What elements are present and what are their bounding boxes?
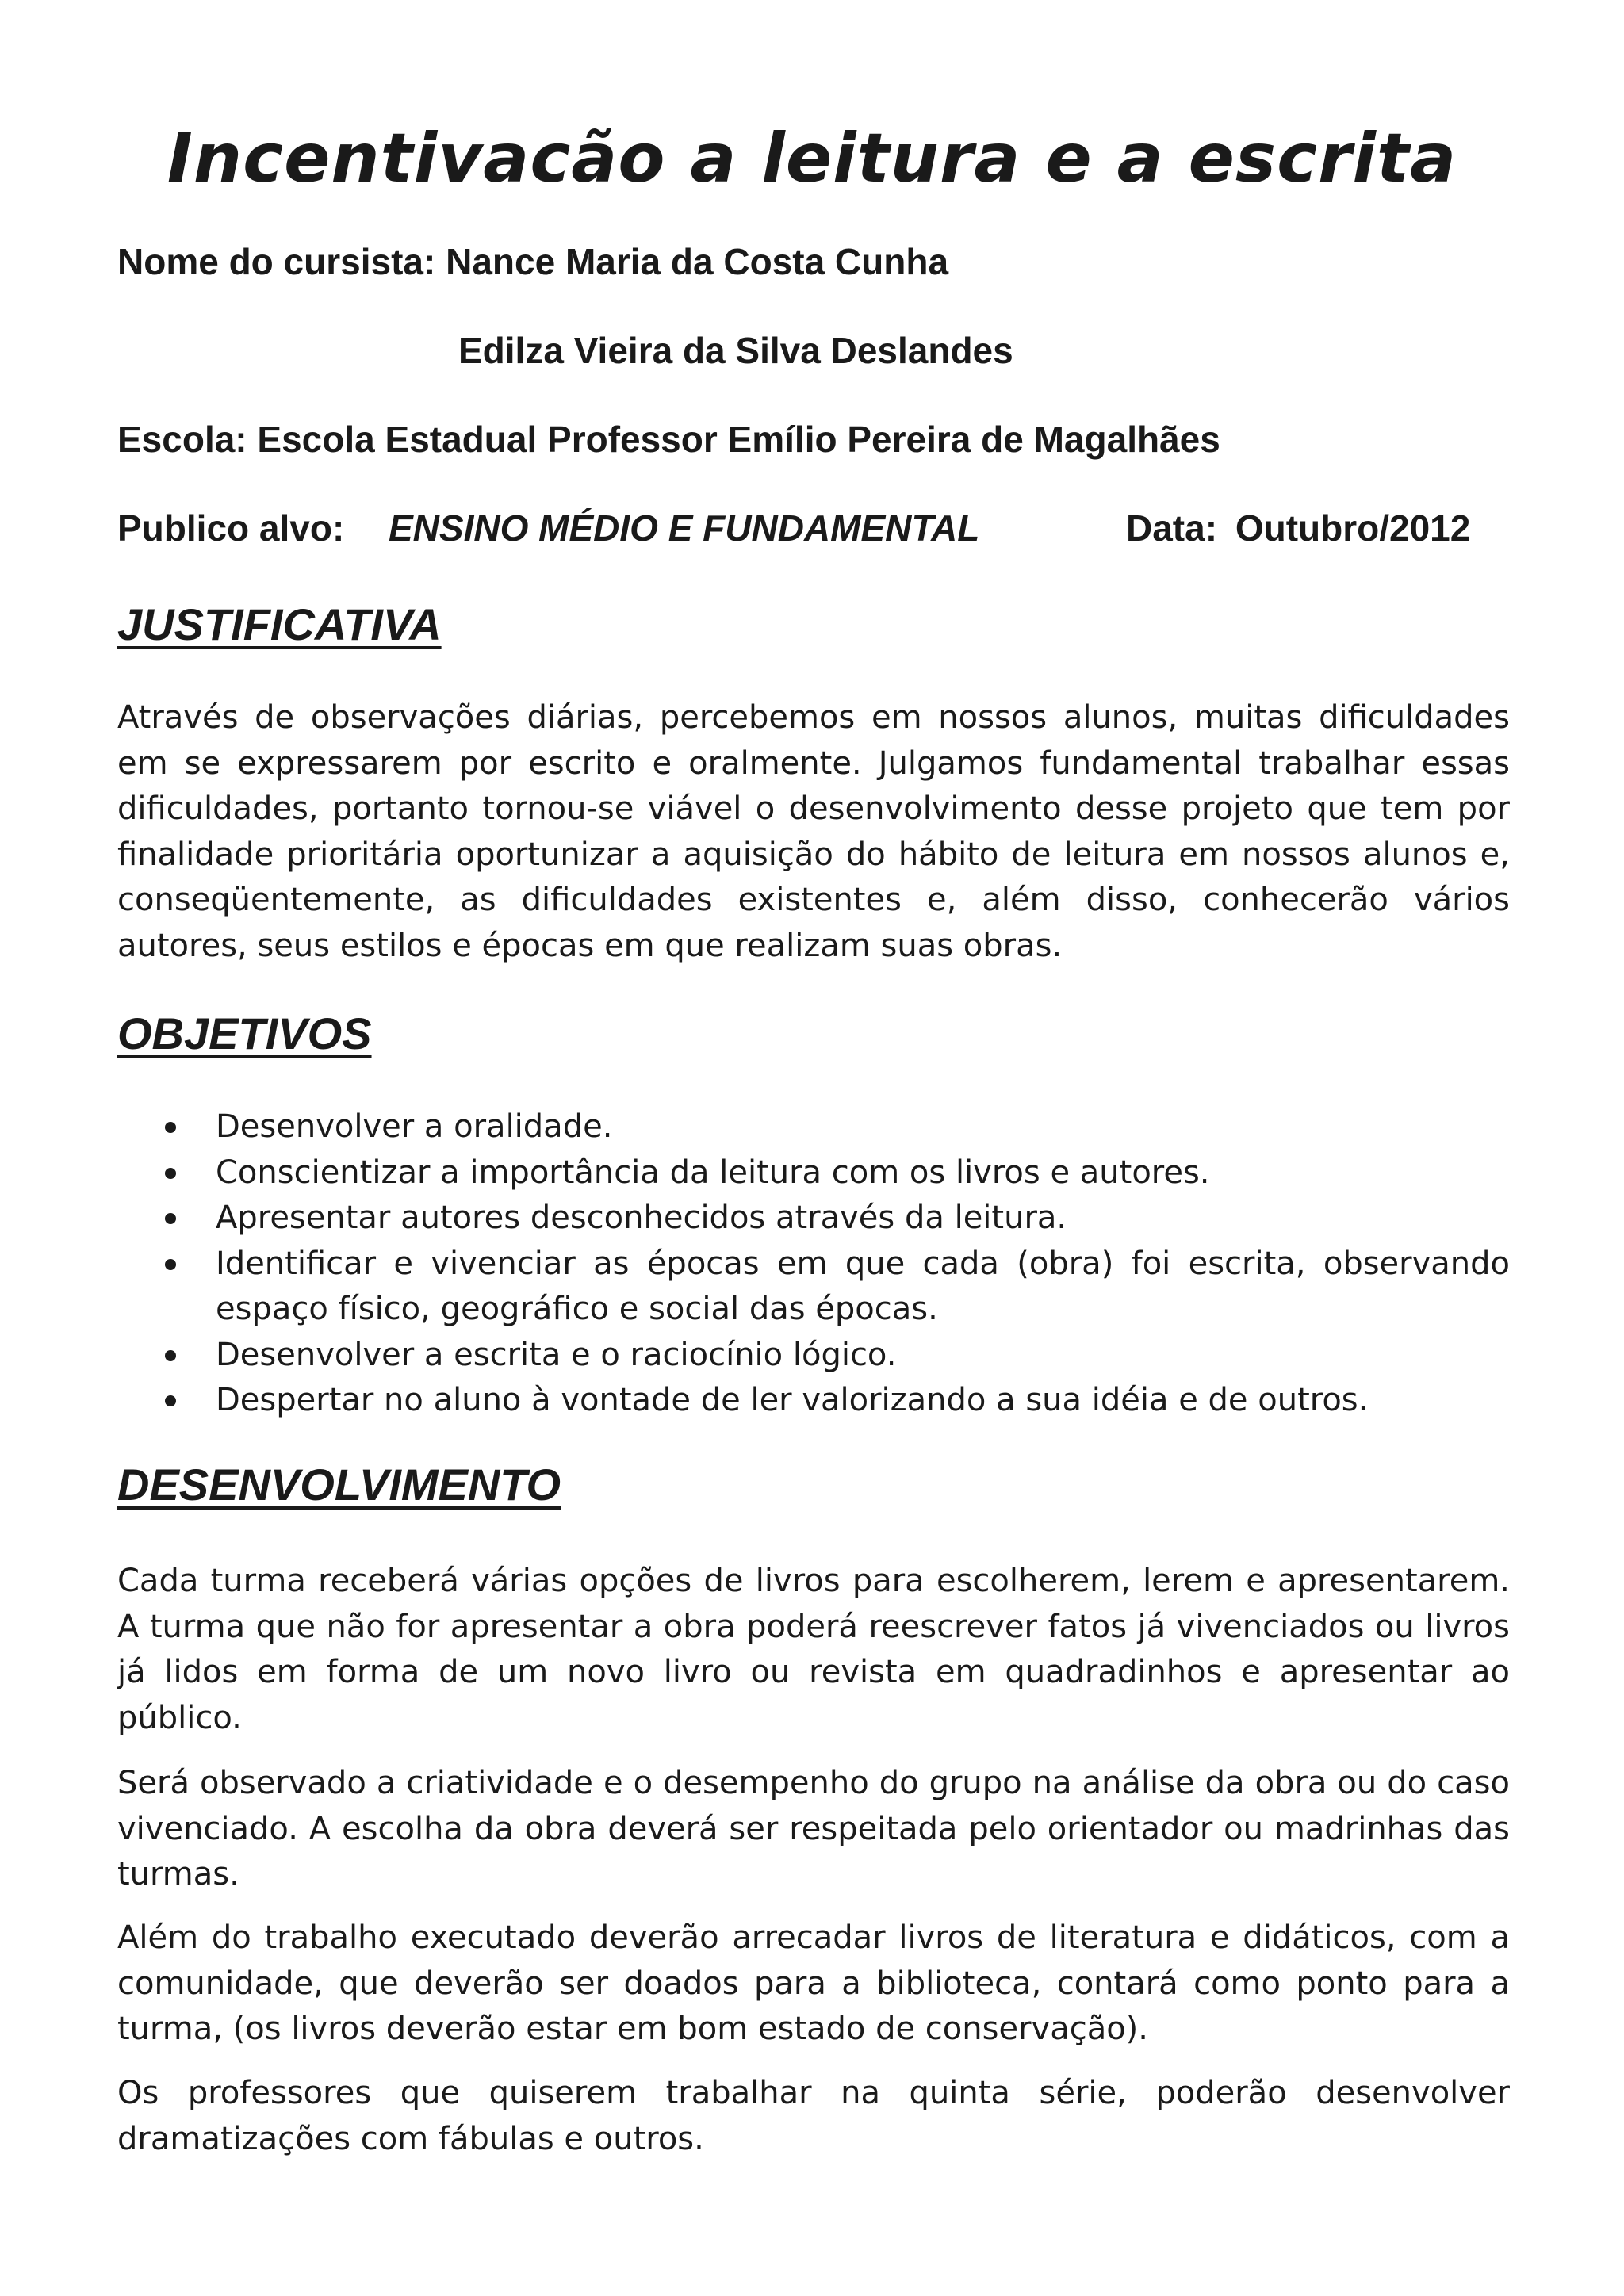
publico-label: Publico alvo: [117,507,345,549]
list-item [117,1104,1510,1150]
list-item-text: Apresentar autores desconhecidos através da leitura. [216,1200,1067,1236]
cursista-line-2 [458,327,1013,374]
cursista-label: Nome do cursista: [117,241,436,282]
list-item-text: Identificar e vivenciar as épocas em que cada (obra) foi escrita, observando espaço físico, geográfico e social das épocas. [216,1245,1510,1327]
list-item [117,1242,1510,1333]
list-item [117,1333,1510,1379]
list-item [117,1150,1510,1196]
list-item-text: Conscientizar a importância da leitura com os livros e autores. [216,1154,1210,1191]
desenvolvimento-paragraph-1: Cada turma receberá várias opções de livros para escolherem, lerem e apresentarem. A turma que não for apresentar a obra poderá reescrever fatos já vivenciados ou livros já lidos em forma de um novo livro ou revista em quadradinhos e apresentar ao público. [117,1563,1510,1736]
escola-line [117,415,1220,463]
objetivos-heading: OBJETIVOS [117,1008,372,1058]
list-item-text: Desenvolver a escrita e o raciocínio lógico. [216,1336,897,1373]
justificativa-text: Através de observações diárias, percebemos em nossos alunos, muitas dificuldades em se expressarem por escrito e oralmente. Julgamos fundamental trabalhar essas dificuldades, portanto tornou-se viável o desenvolvimento desse projeto que tem por finalidade prioritária oportunizar a aquisição do hábito de leitura em nossos alunos e, conseqüentemente, as dificuldades existentes e, além disso, conhecerão vários autores, seus estilos e épocas em que realizam suas obras. [117,699,1510,964]
publico-value-wrap [389,504,979,552]
publico-line [117,504,344,552]
cursista-name-2: Edilza Vieira da Silva Deslandes [458,330,1013,371]
document-title: Incentivacão a leitura e a escrita [167,119,1457,198]
bullet-icon [165,1259,176,1270]
bullet-icon [165,1122,176,1133]
justificativa-heading: JUSTIFICATIVA [117,599,442,649]
list-item-text: Despertar no aluno à vontade de ler valorizando a sua idéia e de outros. [216,1382,1369,1418]
cursista-name-1: Nance Maria da Costa Cunha [446,241,949,282]
data-value: Outubro/2012 [1235,507,1471,549]
desenvolvimento-paragraph-4: Os professores que quiserem trabalhar na quinta série, poderão desenvolver dramatizações com fábulas e outros. [117,2075,1510,2157]
cursista-line [117,238,948,285]
desenvolvimento-heading: DESENVOLVIMENTO [117,1460,561,1510]
desenvolvimento-paragraph-3: Além do trabalho executado deverão arrecadar livros de literatura e didáticos, com a comunidade, que deverão ser doados para a biblioteca, contará como ponto para a turma, (os livros deverão estar em bom estado de conservação). [117,1919,1510,2047]
bullet-icon [165,1213,176,1224]
escola-label: Escola: [117,419,247,460]
bullet-icon [165,1168,176,1179]
list-item-text: Desenvolver a oralidade. [216,1108,613,1145]
data-line [1126,504,1470,552]
objetivos-list [117,1104,1510,1424]
desenvolvimento-paragraph-2: Será observado a criatividade e o desempenho do grupo na análise da obra ou do caso vivenciado. A escolha da obra deverá ser respeitada pelo orientador ou madrinhas das turmas. [117,1765,1510,1892]
bullet-icon [165,1350,176,1361]
escola-name: Escola Estadual Professor Emílio Pereira de Magalhães [257,419,1220,460]
data-label: Data: [1126,507,1218,549]
list-item [117,1196,1510,1242]
publico-value: ENSINO MÉDIO E FUNDAMENTAL [389,507,980,549]
bullet-icon [165,1395,176,1406]
list-item [117,1378,1510,1424]
